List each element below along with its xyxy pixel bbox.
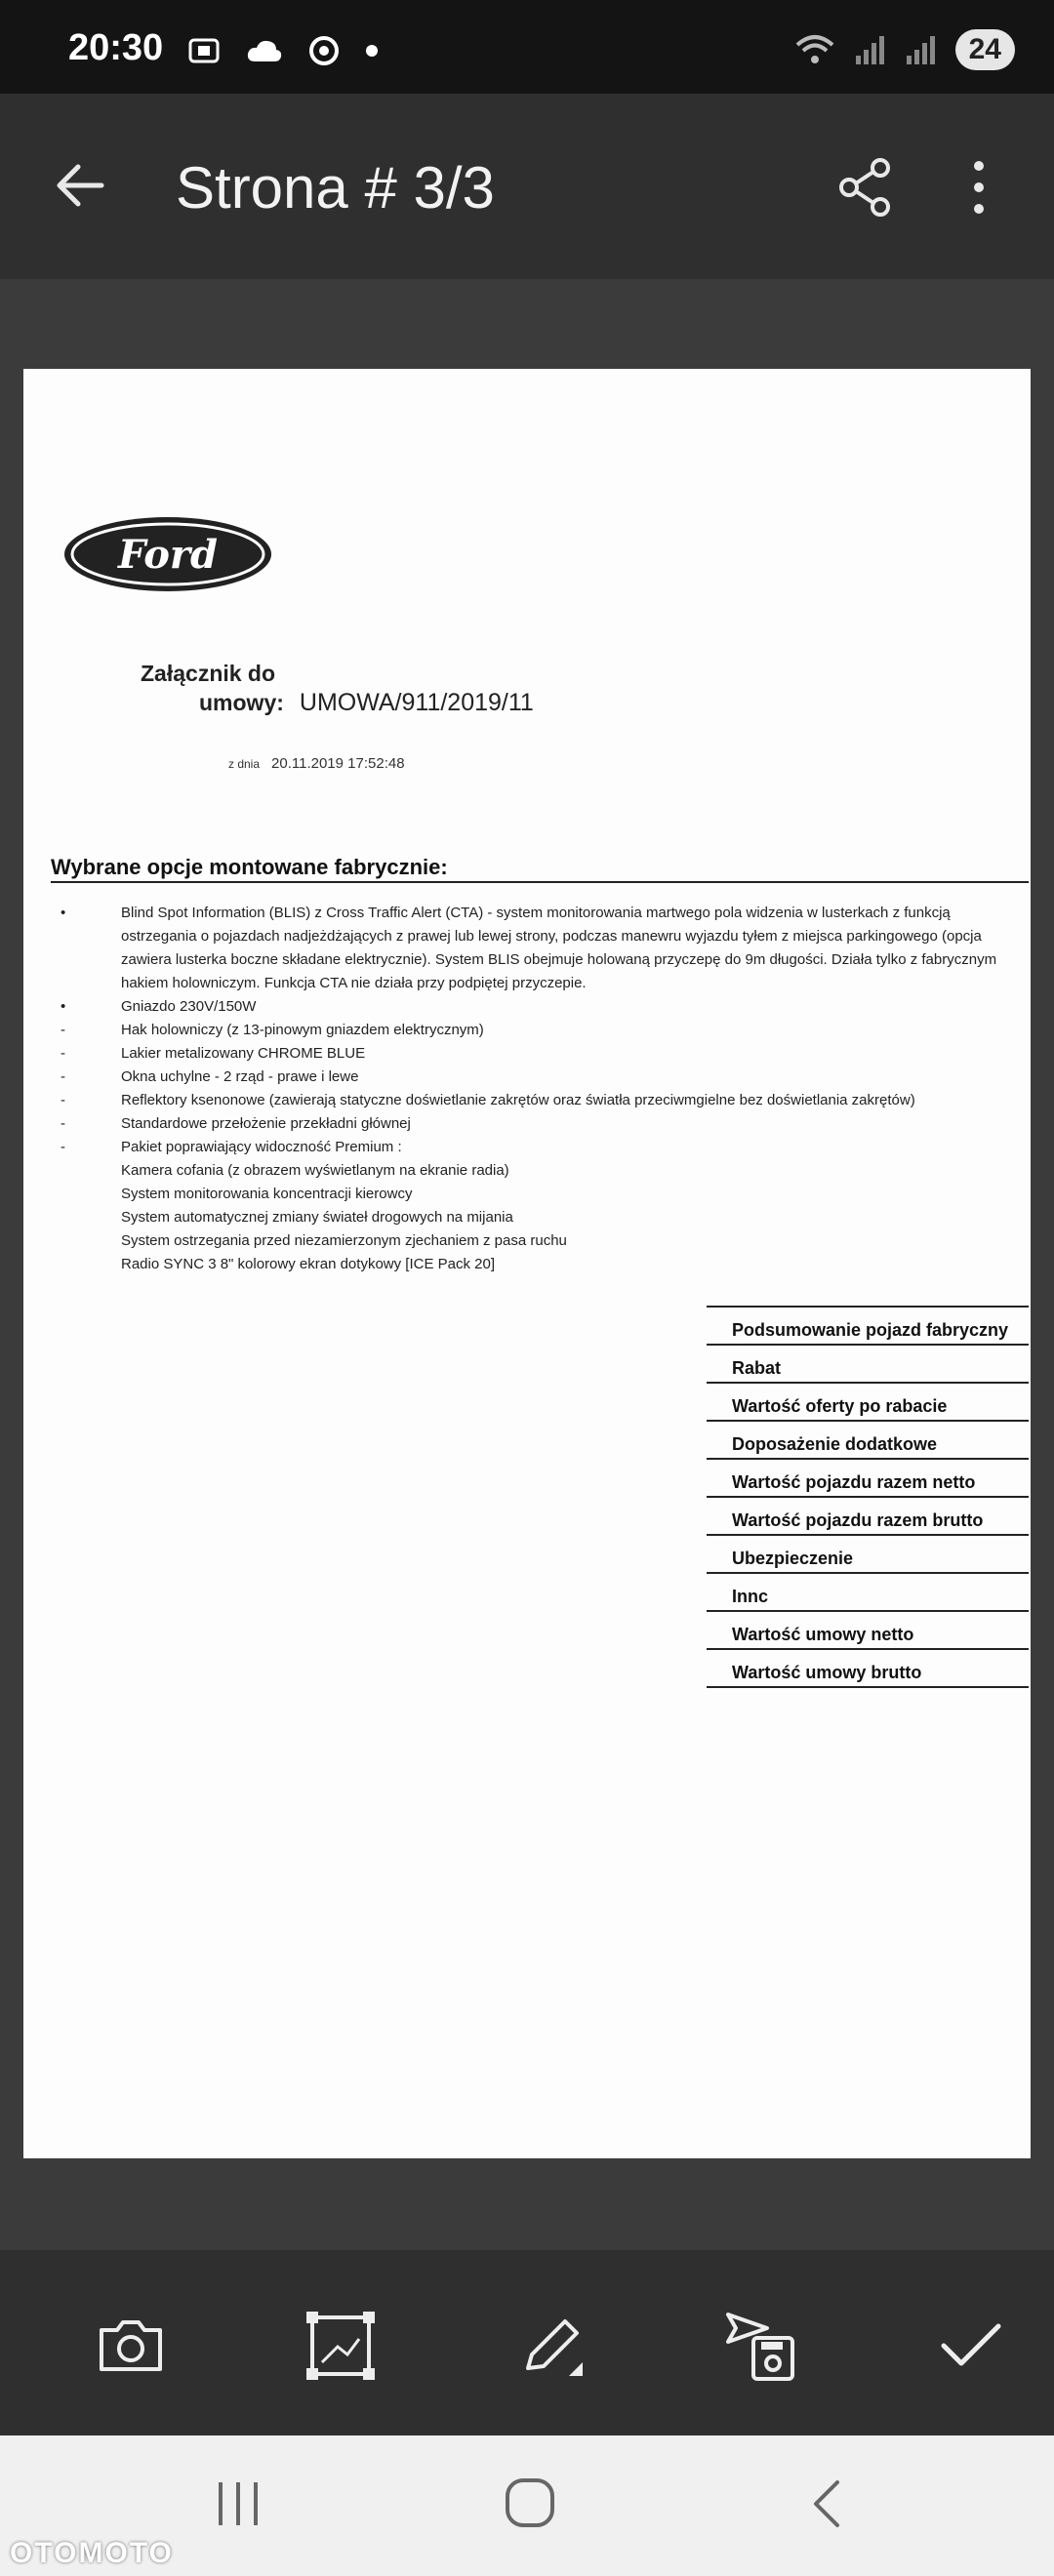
app-toolbar [0,94,1054,279]
list-item-text: Okna uchylne - 2 rząd - prawe i lewe [121,1068,359,1085]
status-bar [0,0,1054,94]
more-options-icon[interactable] [971,158,987,217]
summary-row: Podsumowanie pojazd fabryczny [707,1306,1029,1346]
list-item [61,902,999,995]
list-item-text: Blind Spot Information (BLIS) z Cross Traffic Alert (CTA) - system monitorowania martwego pola widzenia w lusterkach z funkcją ostrzegania o pojazdach nadjeżdżających z prawej lub lewej strony, podczas manewru wyjazdu tyłem z miejsca parkingowego (opcja zawiera lusterka boczne składane elektrycznie). System BLIS obejmuje holowaną przyczepę do 9m długości. Działa tylko z fabrycznym hakiem holowniczym. Funkcja CTA nie działa przy podpiętej przyczepie. [121,905,997,991]
chrome-icon [308,35,340,66]
list-item [61,1066,999,1089]
status-right [793,29,1015,70]
list-bullet: - [61,1068,65,1085]
list-item-text: Pakiet poprawiający widoczność Premium : [121,1139,402,1155]
list-item [61,1136,999,1159]
summary-table [707,1306,1029,1688]
annex-heading [141,660,534,718]
list-bullet: - [61,1092,65,1108]
sub-list-item: Kamera cofania (z obrazem wyświetlanym na ekranie radia) [121,1162,509,1179]
camera-icon [96,2316,166,2375]
list-item [61,1019,999,1042]
crop-button[interactable] [302,2307,380,2385]
camera-button[interactable] [92,2307,170,2385]
edit-icon [518,2312,587,2380]
document-page [23,369,1031,2158]
list-bullet: • [61,905,66,921]
list-item [61,1089,999,1112]
cloud-icon [246,38,283,63]
crop-icon [304,2310,377,2382]
ford-logo-text: Ford [118,532,218,578]
summary-row: Ubezpieczenie [707,1536,1029,1574]
summary-row: Wartość umowy netto [707,1612,1029,1650]
summary-row: Innc [707,1574,1029,1612]
recents-icon[interactable] [211,2476,265,2531]
section-title: Wybrane opcje montowane fabrycznie: [51,855,448,879]
battery-level: 24 [955,29,1015,70]
back-nav-icon[interactable] [806,2476,845,2531]
contract-row [141,688,534,718]
annex-label: Załącznik do [141,661,276,686]
list-item-text: Hak holowniczy (z 13-pinowym gniazdem elektrycznym) [121,1022,484,1038]
send-scan-icon [724,2309,798,2383]
home-icon[interactable] [502,2476,560,2531]
list-bullet: - [61,1139,65,1155]
share-icon[interactable] [837,158,894,217]
summary-row: Wartość oferty po rabacie [707,1384,1029,1422]
summary-row: Wartość pojazdu razem netto [707,1460,1029,1498]
confirm-button[interactable] [932,2307,1010,2385]
date-value: 20.11.2019 17:52:48 [271,755,405,772]
ford-logo [62,515,273,593]
send-scan-button[interactable] [722,2307,800,2385]
dot-icon [365,44,379,58]
list-item [61,1042,999,1066]
signal-icon [854,34,887,65]
list-bullet: - [61,1045,65,1062]
action-bar [0,2250,1054,2435]
wifi-icon [793,33,836,66]
list-item-text: Reflektory ksenonowe (zawierają statyczne doświetlanie zakrętów oraz światła przeciwmgielne bez doświetlania zakrętów) [121,1092,915,1108]
summary-row: Wartość pojazdu razem brutto [707,1498,1029,1536]
back-arrow-icon[interactable] [53,158,107,213]
date-prefix: z dnia [228,757,261,771]
summary-row: Doposażenie dodatkowe [707,1422,1029,1460]
list-item-text: Lakier metalizowany CHROME BLUE [121,1045,366,1062]
signal-icon-2 [905,34,938,65]
list-item [61,1112,999,1136]
status-time: 20:30 [68,27,164,68]
summary-row: Rabat [707,1346,1029,1384]
sub-list-item: System monitorowania koncentracji kierowcy [121,1186,413,1202]
sub-list-item: Radio SYNC 3 8" kolorowy ekran dotykowy [ICE Pack 20] [121,1256,495,1272]
options-list [61,902,999,1276]
check-icon [940,2322,1002,2369]
contract-date [228,755,405,772]
page-title: Strona # 3/3 [176,155,495,221]
summary-row: Wartość umowy brutto [707,1650,1029,1688]
contract-label: umowy: [199,689,284,715]
list-item-text: Gniazdo 230V/150W [121,998,257,1015]
list-bullet: - [61,1115,65,1132]
otomoto-watermark: OTOMOTO [10,2537,174,2569]
contract-number: UMOWA/911/2019/11 [299,688,534,716]
list-bullet: - [61,1022,65,1038]
list-item [61,995,999,1019]
list-bullet: • [61,998,66,1015]
sub-list-item: System automatycznej zmiany świateł drogowych na mijania [121,1209,513,1226]
sub-list-item: System ostrzegania przed niezamierzonym zjechaniem z pasa ruchu [121,1232,567,1249]
screenshot-icon [187,36,221,65]
section-divider [51,881,1029,883]
notification-icons [187,35,379,66]
list-item-text: Standardowe przełożenie przekładni głównej [121,1115,411,1132]
edit-button[interactable] [513,2307,591,2385]
